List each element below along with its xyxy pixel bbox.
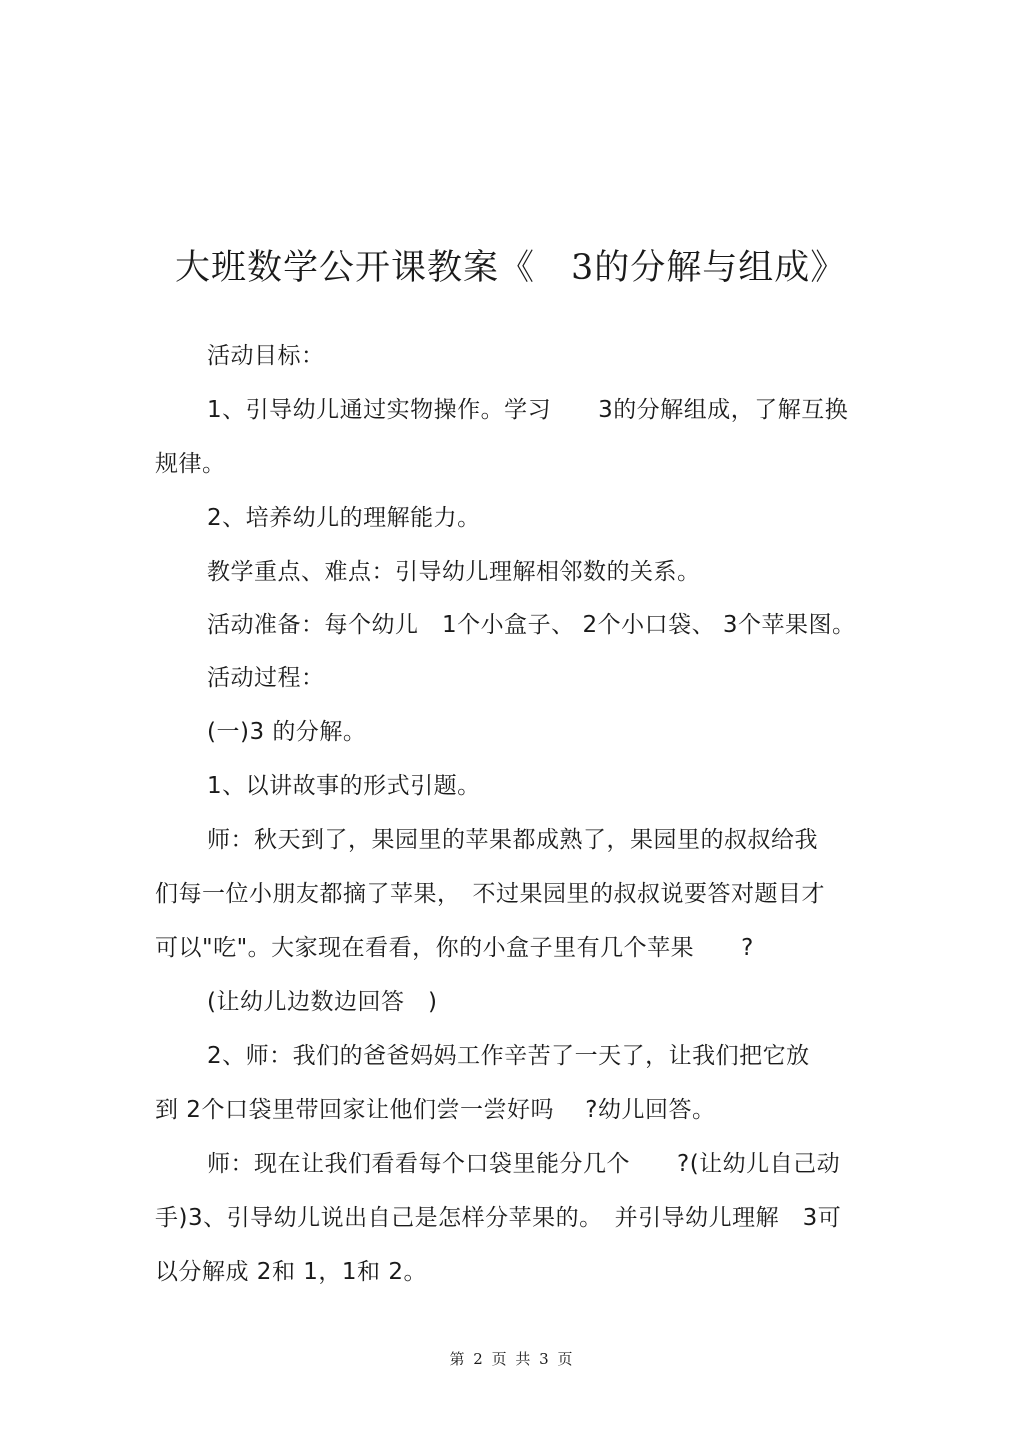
text-line: 活动目标： (207, 343, 325, 369)
text-line: 规律。 (155, 451, 226, 477)
text-line: 教学重点、难点：引导幼儿理解相邻数的关系。 (207, 559, 701, 585)
text-line: 师：秋天到了，果园里的苹果都成熟了，果园里的叔叔给我 (207, 827, 818, 853)
text-line: 1、引导幼儿通过实物操作。学习 3的分解组成，了解互换 (207, 397, 849, 423)
text-line: 2、培养幼儿的理解能力。 (207, 505, 481, 531)
text-line: 们每一位小朋友都摘了苹果， 不过果园里的叔叔说要答对题目才 (155, 881, 825, 907)
document-title: 大班数学公开课教案《 3的分解与组成》 (175, 248, 847, 288)
text-line: (让幼儿边数边回答 ) (207, 989, 438, 1015)
text-line: 以分解成 2和 1，1和 2。 (155, 1259, 427, 1285)
text-line: 2、师：我们的爸爸妈妈工作辛苦了一天了，让我们把它放 (207, 1043, 810, 1069)
text-line: 手)3、引导幼儿说出自己是怎样分苹果的。 并引导幼儿理解 3可 (155, 1205, 842, 1231)
text-line: 活动准备：每个幼儿 1个小盒子、 2个小口袋、 3个苹果图。 (207, 612, 856, 638)
text-line: 到 2个口袋里带回家让他们尝一尝好吗 ?幼儿回答。 (155, 1097, 716, 1123)
page-footer: 第 2 页 共 3 页 (449, 1350, 575, 1368)
text-line: (一)3 的分解。 (207, 719, 367, 745)
text-line: 师：现在让我们看看每个口袋里能分几个 ?(让幼儿自己动 (207, 1151, 841, 1177)
text-line: 1、以讲故事的形式引题。 (207, 773, 481, 799)
text-line: 可以"吃"。大家现在看看，你的小盒子里有几个苹果 ? (155, 935, 754, 961)
text-line: 活动过程： (207, 665, 325, 691)
